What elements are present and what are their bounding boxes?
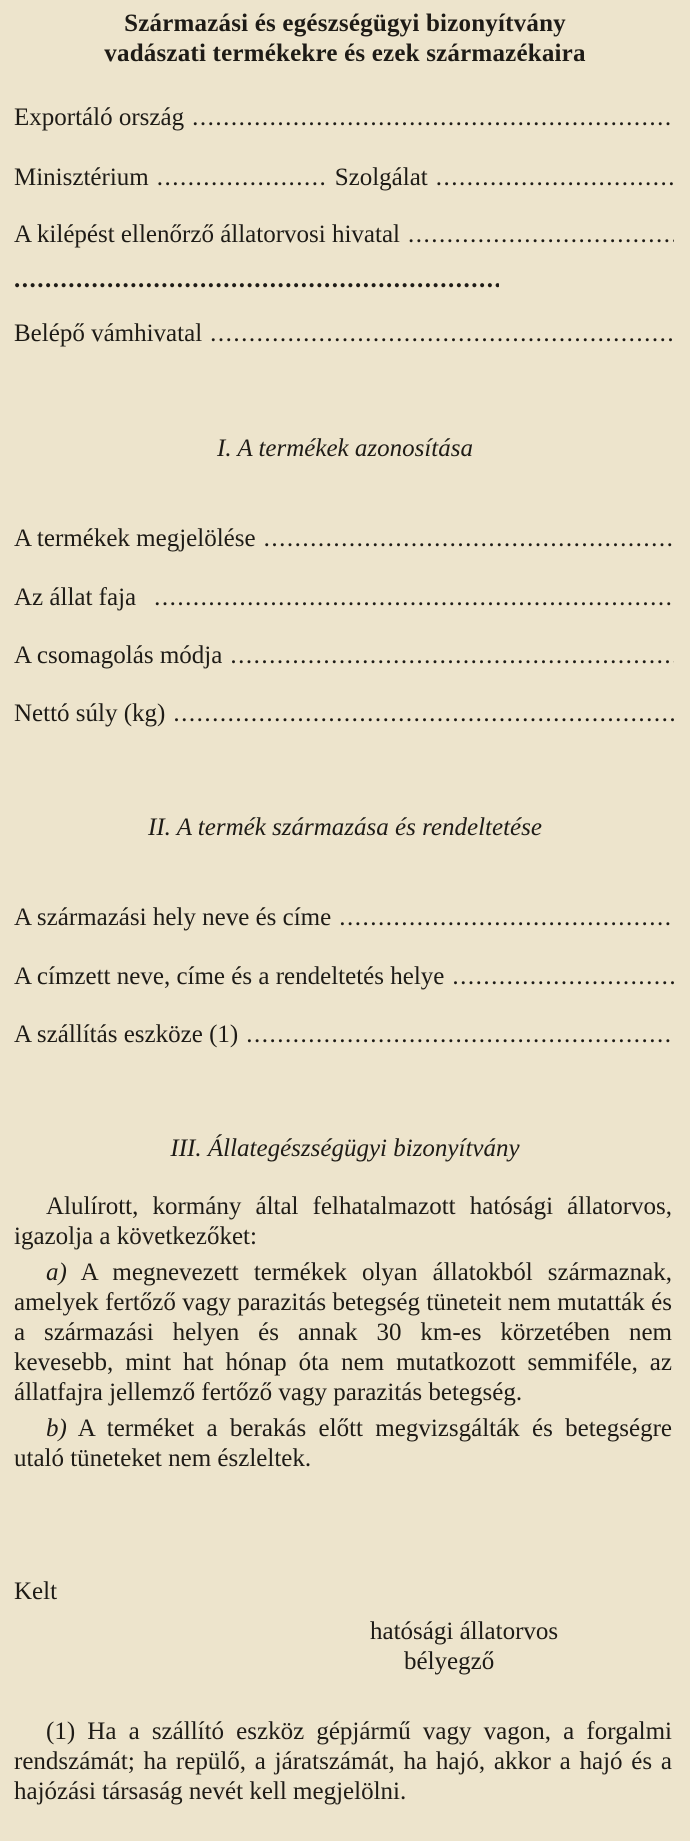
point-b-label: b) <box>46 1415 67 1442</box>
field-entry-customs[interactable] <box>14 320 674 348</box>
point-a-paragraph <box>14 1258 672 1408</box>
field-origin-place[interactable] <box>14 904 674 932</box>
section-1-heading: I. A termékek azonosítása <box>217 435 473 462</box>
section-3-heading: III. Állategészségügyi bizonyítvány <box>170 1135 520 1162</box>
fill-line <box>192 104 674 132</box>
fill-line <box>154 584 674 612</box>
intro-paragraph: Alulírott, kormány által felhatalmazott hatósági állatorvos, igazolja a következőket: <box>14 1193 672 1250</box>
fill-line <box>173 700 674 728</box>
certification-text <box>14 1192 672 1474</box>
field-label-ministry: Minisztérium <box>14 164 149 191</box>
field-exit-vet-office[interactable] <box>14 221 674 249</box>
field-label-service: Szolgálat <box>334 164 428 191</box>
point-b-text: A terméket a berakás előtt megvizsgálták és betegségre utaló tüneteket nem észleltek. <box>14 1415 673 1472</box>
field-label: A szállítás eszköze (1) <box>14 1021 239 1048</box>
field-label: Belépő vámhivatal <box>14 320 203 347</box>
document-title-line-1: Származási és egészségügyi bizonyítvány <box>124 10 566 37</box>
document-title-line-2: vadászati termékekre és ezek származékaira <box>104 40 586 67</box>
point-a-label: a) <box>46 1259 67 1286</box>
field-recipient[interactable] <box>14 963 674 991</box>
fill-line <box>157 164 327 192</box>
footnote: (1) Ha a szállító eszköz gépjármű vagy vagon, a forgalmi rendszámát; ha repülő, a járatszámát, ha hajó, akkor a hajó és a hajózási társaság nevét kell megjelölni. <box>14 1718 672 1805</box>
field-transport[interactable] <box>14 1021 674 1049</box>
field-packaging[interactable] <box>14 642 674 670</box>
official-vet-label: hatósági állatorvos <box>370 1618 559 1645</box>
field-label: A csomagolás módja <box>14 642 223 669</box>
fill-line <box>452 963 674 991</box>
field-label: A származási hely neve és címe <box>14 904 332 931</box>
fill-line <box>339 904 674 932</box>
field-label: Az állat faja <box>14 584 137 611</box>
field-label: A termékek megjelölése <box>14 525 256 552</box>
fill-line <box>246 1021 674 1049</box>
field-product-designation[interactable] <box>14 525 674 553</box>
kelt-label: Kelt <box>14 1578 58 1605</box>
fill-line <box>210 320 674 348</box>
field-label: Exportáló ország <box>14 104 185 131</box>
field-label: A címzett neve, címe és a rendeltetés helye <box>14 963 445 990</box>
field-ministry-service[interactable] <box>14 164 674 192</box>
point-b-paragraph <box>14 1414 672 1474</box>
field-net-weight[interactable] <box>14 700 674 728</box>
fill-line <box>264 525 674 553</box>
field-label: A kilépést ellenőrző állatorvosi hivatal <box>14 221 400 248</box>
stamp-label: bélyegző <box>404 1648 495 1675</box>
point-a-text: A megnevezett termékek olyan állatokból származnak, amelyek fertőző vagy parazitás betegség tüneteit nem mutatták és a származási helyen és annak 30 km-es körzetében nem kevesebb, mint hat hónap óta nem mutatkozott semmiféle, az állatfajra jellemző fertőző vagy parazitás betegség. <box>14 1259 673 1406</box>
fill-line <box>436 164 674 192</box>
fill-line <box>230 642 674 670</box>
fill-line-continuation[interactable] <box>14 266 499 296</box>
field-label: Nettó súly (kg) <box>14 700 166 727</box>
fill-line <box>408 221 674 249</box>
section-2-heading: II. A termék származása és rendeltetése <box>148 814 542 841</box>
field-animal-species[interactable] <box>14 584 674 612</box>
field-exporting-country[interactable] <box>14 104 674 132</box>
